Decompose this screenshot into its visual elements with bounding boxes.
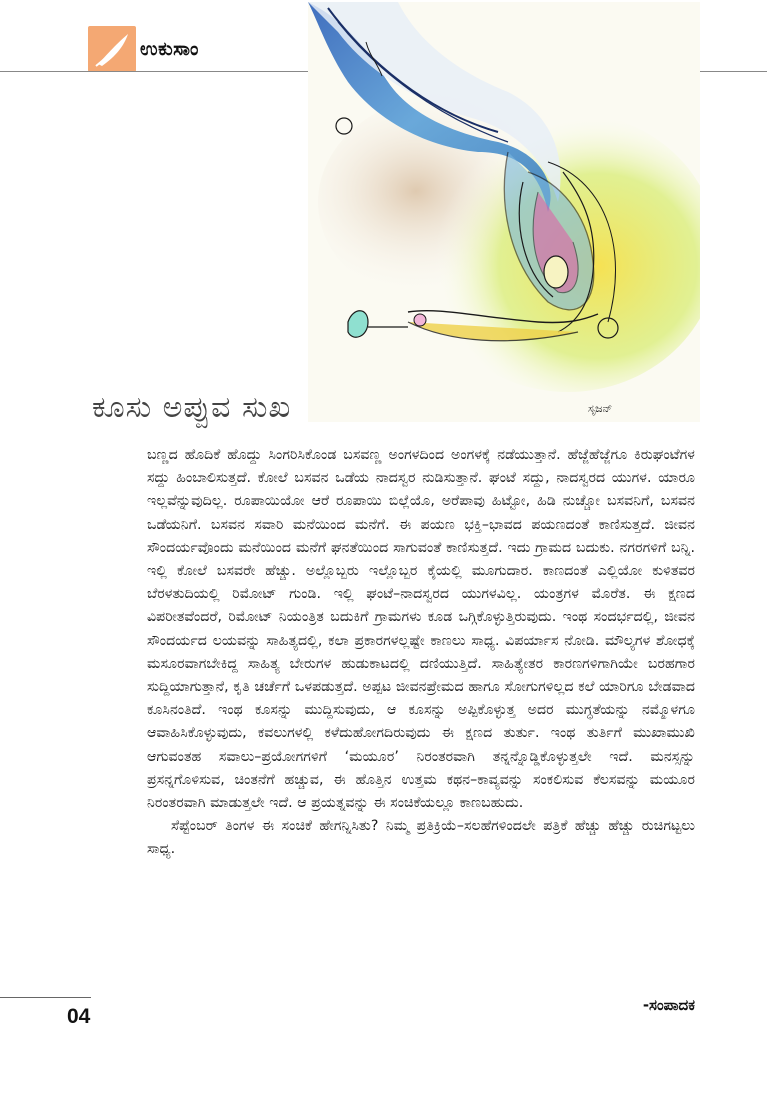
section-title: ಉಕುಸಾಂ [140,38,199,60]
magazine-logo [88,26,136,72]
article-body [147,444,695,862]
watercolor-illustration [308,2,700,422]
footer-divider [0,997,91,998]
artist-signature: ಸೃಜನ್ [588,402,613,415]
paragraph: ಬಣ್ಣದ ಹೊದಿಕೆ ಹೊದ್ದು ಸಿಂಗರಿಸಿಕೊಂಡ ಬಸವಣ್ಣ ಅಂಗಳದಿಂದ ಅಂಗಳಕ್ಕೆ ನಡೆಯುತ್ತಾನೆ. ಹೆಜ್ಜೆಹೆಜ್ಜೆಗೂ ಕಿರುಘಂಟೆಗಳ ಸದ್ದು ಹಿಂಬಾಲಿಸುತ್ತದೆ. ಕೋಲೆ ಬಸವನ ಒಡೆಯ ನಾದಸ್ವರ ನುಡಿಸುತ್ತಾನೆ. ಘಂಟೆ ಸದ್ದು, ನಾದಸ್ವರದ ಯುಗಳ. ಯಾರೂ ಇಲ್ಲವೆನ್ನುವುದಿಲ್ಲ. ರೂಪಾಯಿಯೋ ಆರೆ ರೂಪಾಯಿ ಬಿಲ್ಲೆಯೊ, ಅರೆಪಾವು ಹಿಟ್ಟೋ, ಹಿಡಿ ನುಚ್ಚೋ ಬಸವನಿಗೆ, ಬಸವನ ಒಡೆಯನಿಗೆ. ಬಸವನ ಸವಾರಿ ಮನೆಯಿಂದ ಮನೆಗೆ. ಈ ಪಯಣ ಭಕ್ತಿ–ಭಾವದ ಪಯಣದಂತೆ ಕಾಣಿಸುತ್ತದೆ. ಜೀವನ ಸೌಂದರ್ಯವೊಂದು ಮನೆಯಿಂದ ಮನೆಗೆ ಘನತೆಯಿಂದ ಸಾಗುವಂತೆ ಕಾಣಿಸುತ್ತದೆ. ಇದು ಗ್ರಾಮದ ಬದುಕು. ನಗರಗಳಿಗೆ ಬನ್ನಿ. ಇಲ್ಲಿ ಕೋಲೆ ಬಸವರೇ ಹೆಚ್ಚು. ಅಲ್ಲೊಬ್ಬರು ಇಲ್ಲೊಬ್ಬರ ಕೈಯಲ್ಲಿ ಮೂಗುದಾರ. ಕಾಣದಂತೆ ಎಲ್ಲಿಯೋ ಕುಳಿತವರ ಬೆರಳತುದಿಯಲ್ಲಿ ರಿಮೋಟ್ ಗುಂಡಿ. ಇಲ್ಲಿ ಘಂಟೆ–ನಾದಸ್ವರದ ಯುಗಳವಿಲ್ಲ. ಯಂತ್ರಗಳ ಮೊರೆತ. ಈ ಕ್ಷಣದ ವಿಪರೀತವೆಂದರೆ, ರಿಮೋಟ್ ನಿಯಂತ್ರಿತ ಬದುಕಿಗೆ ಗ್ರಾಮಗಳು ಕೂಡ ಒಗ್ಗಿಕೊಳ್ಳುತ್ತಿರುವುದು. ಇಂಥ ಸಂದರ್ಭದಲ್ಲಿ, ಜೀವನ ಸೌಂದರ್ಯದ ಲಯವನ್ನು ಸಾಹಿತ್ಯದಲ್ಲಿ, ಕಲಾ ಪ್ರಕಾರಗಳಲ್ಲಷ್ಟೇ ಕಾಣಲು ಸಾಧ್ಯ. ವಿಪರ್ಯಾಸ ನೋಡಿ. ಮೌಲ್ಯಗಳ ಶೋಧಕ್ಕೆ ಮಸೂರವಾಗಬೇಕಿದ್ದ ಸಾಹಿತ್ಯ ಬೇರುಗಳ ಹುಡುಕಾಟದಲ್ಲಿ ದಣಿಯುತ್ತಿದೆ. ಸಾಹಿತ್ಯೇತರ ಕಾರಣಗಳಿಗಾಗಿಯೇ ಬರಹಗಾರ ಸುದ್ದಿಯಾಗುತ್ತಾನೆ, ಕೃತಿ ಚರ್ಚೆಗೆ ಒಳಪಡುತ್ತದೆ. ಅಪ್ಪಟ ಜೀವನಪ್ರೇಮದ ಹಾಗೂ ಸೋಗುಗಳಿಲ್ಲದ ಕಲೆ ಯಾರಿಗೂ ಬೇಡವಾದ ಕೂಸಿನಂತಿದೆ. ಇಂಥ ಕೂಸನ್ನು ಮುದ್ದಿಸುವುದು, ಆ ಕೂಸನ್ನು ಅಪ್ಪಿಕೊಳ್ಳುತ್ತ ಅದರ ಮುಗ್ಧತೆಯನ್ನು ನಮ್ಮೊಳಗೂ ಆವಾಹಿಸಿಕೊಳ್ಳುವುದು, ಕವಲುಗಳಲ್ಲಿ ಕಳೆದುಹೋಗದಿರುವುದು ಈ ಕ್ಷಣದ ತುರ್ತು. ಇಂಥ ತುರ್ತಿಗೆ ಮುಖಾಮುಖಿ ಆಗುವಂತಹ ಸವಾಲು–ಪ್ರಯೋಗಗಳಿಗೆ ‘ಮಯೂರ’ ನಿರಂತರವಾಗಿ ತನ್ನನ್ನೊಡ್ಡಿಕೊಳ್ಳುತ್ತಲೇ ಇದೆ. ಮನಸ್ಸನ್ನು ಪ್ರಸನ್ನಗೊಳಿಸುವ, ಚಿಂತನೆಗೆ ಹಚ್ಚುವ, ಈ ಹೊತ್ತಿನ ಉತ್ತಮ ಕಥನ–ಕಾವ್ಯವನ್ನು ಸಂಕಲಿಸುವ ಕೆಲಸವನ್ನು ಮಯೂರ ನಿರಂತರವಾಗಿ ಮಾಡುತ್ತಲೇ ಇದೆ. ಆ ಪ್ರಯತ್ನವನ್ನು ಈ ಸಂಚಿಕೆಯಲ್ಲೂ ಕಾಣಬಹುದು. [147,447,695,812]
author-signoff: -ಸಂಪಾದಕ [642,996,695,1014]
paragraph: ಸೆಪ್ಟೆಂಬರ್ ತಿಂಗಳ ಈ ಸಂಚಿಕೆ ಹೇಗನ್ನಿಸಿತು? ನಿಮ್ಮ ಪ್ರತಿಕ್ರಿಯೆ–ಸಲಹೆಗಳಿಂದಲೇ ಪತ್ರಿಕೆ ಹೆಚ್ಚು ಹೆಚ್ಚು ರುಚಿಗಟ್ಟಲು ಸಾಧ್ಯ. [147,818,695,858]
article-title: ಕೂಸು ಅಪ್ಪುವ ಸುಖ [92,390,292,425]
page-number: 04 [67,1005,91,1028]
